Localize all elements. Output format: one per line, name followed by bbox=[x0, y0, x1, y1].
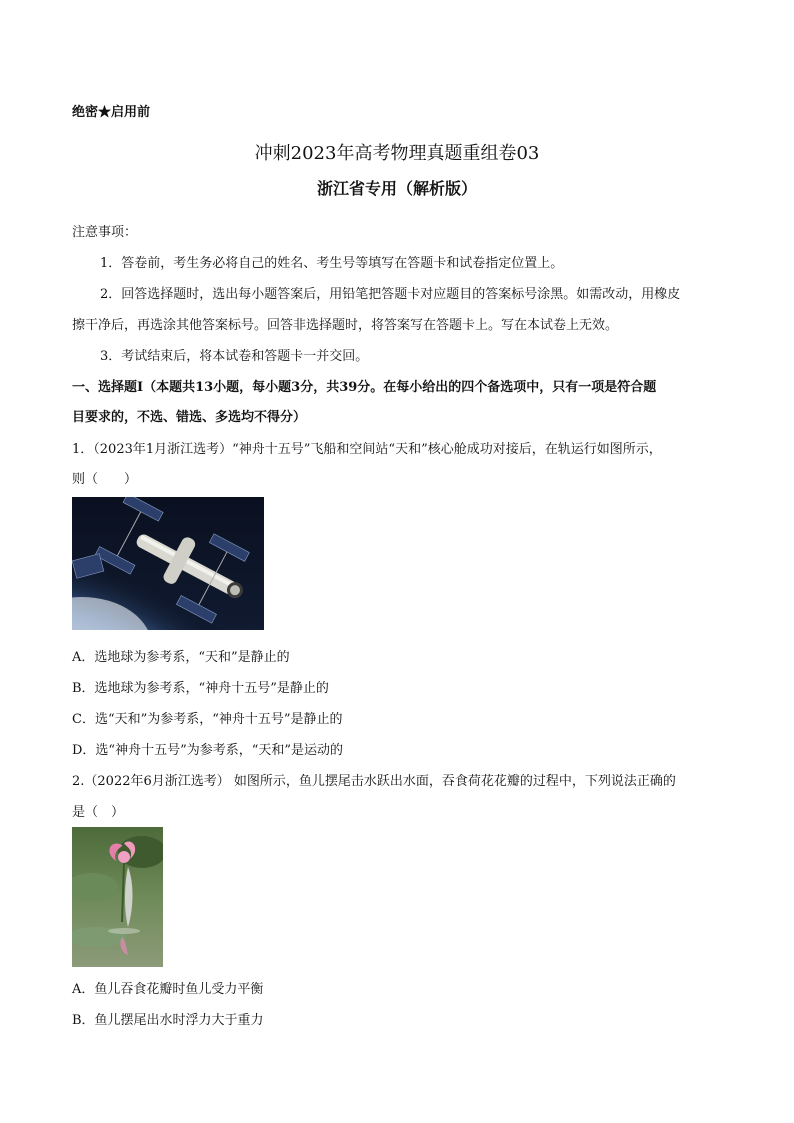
option-c: C．选“天和”为参考系，“神舟十五号”是静止的 bbox=[72, 712, 343, 727]
question-stem-continuation: 则（ ） bbox=[72, 472, 138, 487]
question-stem: 1．（2023年1月浙江选考）“神舟十五号”飞船和空间站“天和”核心舱成功对接后，在轨运行如图所示， bbox=[72, 442, 662, 457]
option-a: A．鱼儿吞食花瓣时鱼儿受力平衡 bbox=[72, 982, 264, 997]
notice-item: 3．考试结束后，将本试卷和答题卡一并交回。 bbox=[100, 349, 369, 364]
page-subtitle: 浙江省专用（解析版） bbox=[316, 179, 477, 198]
notice-item: 1．答卷前，考生务必将自己的姓名、考生号等填写在答题卡和试卷指定位置上。 bbox=[100, 256, 564, 271]
notice-item-continuation: 擦干净后，再选涂其他答案标号。回答非选择题时，将答案写在答题卡上。写在本试卷上无效。 bbox=[72, 318, 619, 333]
question-stem-continuation: 是（ ） bbox=[72, 805, 125, 820]
option-b: B．选地球为参考系，“神舟十五号”是静止的 bbox=[72, 681, 329, 696]
option-d: D．选“神舟十五号”为参考系，“天和”是运动的 bbox=[72, 743, 344, 758]
fish-lotus-image bbox=[72, 827, 163, 967]
question-stem: 2.（2022年6月浙江选考） 如图所示，鱼儿摆尾击水跃出水面，吞食荷花花瓣的过程中，下列说法正确的 bbox=[72, 774, 676, 789]
notice-item: 2．回答选择题时，选出每小题答案后，用铅笔把答题卡对应题目的答案标号涂黑。如需改动，用橡皮 bbox=[100, 287, 681, 302]
page-title: 冲刺2023年高考物理真题重组卷03 bbox=[254, 143, 540, 164]
notice-heading: 注意事项： bbox=[72, 225, 138, 240]
section-heading: 一、选择题Ⅰ（本题共13小题，每小题3分，共39分。在每小给出的四个备选项中，只有一项是符合题 bbox=[72, 380, 657, 395]
space-station-image bbox=[72, 497, 264, 630]
option-b: B．鱼儿摆尾出水时浮力大于重力 bbox=[72, 1013, 264, 1028]
confidential-label: 绝密★启用前 bbox=[72, 105, 151, 120]
option-a: A．选地球为参考系，“天和”是静止的 bbox=[72, 650, 290, 665]
section-heading-continuation: 目要求的，不选、错选、多选均不得分） bbox=[72, 410, 307, 425]
